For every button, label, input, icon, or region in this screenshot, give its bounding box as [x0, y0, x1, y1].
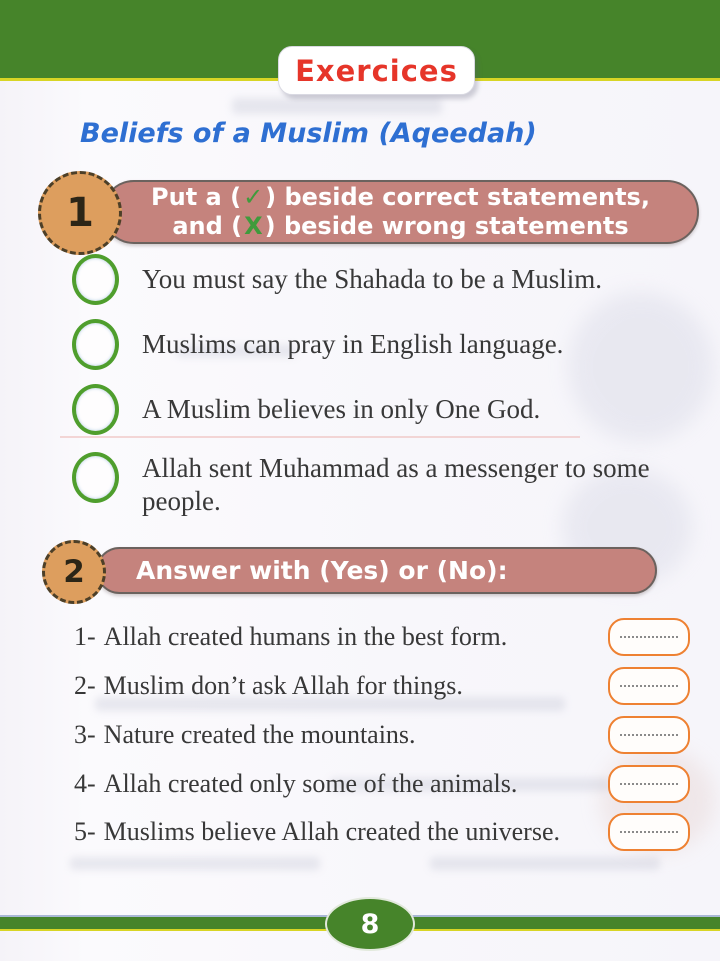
bleed-through-artifact	[430, 857, 660, 870]
dotted-answer-line	[620, 831, 678, 833]
instruction-text: Answer with (Yes) or (No):	[136, 556, 508, 585]
dotted-answer-line	[620, 685, 678, 687]
instruction-text: Put a (	[151, 183, 242, 211]
instruction-text: ) beside wrong statements	[264, 212, 629, 240]
exercise-1-instruction-banner	[102, 180, 699, 244]
statement-row	[72, 254, 602, 305]
instruction-line-2	[172, 212, 628, 241]
instruction-line-1	[151, 183, 650, 212]
statement-row	[72, 319, 563, 370]
question-row	[74, 666, 690, 708]
question-number: 1-	[74, 622, 96, 651]
statement-text: You must say the Shahada to be a Muslim.	[142, 264, 602, 294]
bleed-through-artifact	[60, 436, 580, 438]
statement-row	[72, 384, 540, 435]
question-text: Nature created the mountains.	[103, 720, 416, 749]
question-text: Muslim don’t ask Allah for things.	[103, 671, 463, 700]
dotted-answer-line	[620, 636, 678, 638]
question-row	[74, 764, 690, 806]
question-number: 2-	[74, 671, 96, 700]
exercise-2-number-badge	[42, 540, 106, 604]
statement-text: A Muslim believes in only One God.	[142, 394, 541, 424]
answer-box[interactable]	[608, 618, 690, 656]
page-title: Exercices	[295, 53, 458, 88]
bleed-through-artifact	[70, 857, 320, 870]
instruction-text: and (	[172, 212, 243, 240]
question-number: 5-	[74, 817, 96, 846]
exercise-2-number: 2	[63, 554, 85, 590]
statement-text: Muslims can pray in English language.	[142, 329, 564, 359]
answer-box[interactable]	[608, 716, 690, 754]
question-text: Allah created humans in the best form.	[103, 622, 508, 651]
section-heading: Beliefs of a Muslim (Aqeedah)	[80, 118, 537, 149]
answer-circle[interactable]	[72, 319, 119, 370]
exercise-1-number: 1	[66, 190, 94, 236]
page-number-ellipse	[325, 897, 415, 951]
instruction-text: ) beside correct statements,	[265, 183, 650, 211]
answer-circle[interactable]	[72, 254, 119, 305]
dotted-answer-line	[620, 783, 678, 785]
exercise-1-number-badge	[38, 171, 122, 255]
question-number: 4-	[74, 769, 96, 798]
question-number: 3-	[74, 720, 96, 749]
dotted-answer-line	[620, 734, 678, 736]
question-row	[74, 812, 690, 854]
answer-box[interactable]	[608, 765, 690, 803]
exercise-2-instruction-banner	[96, 547, 657, 594]
answer-box[interactable]	[608, 813, 690, 851]
cross-icon: X	[244, 212, 263, 240]
question-text: Allah created only some of the animals.	[103, 769, 518, 798]
question-row	[74, 715, 690, 757]
question-row	[74, 617, 690, 659]
checkmark-icon: ✓	[243, 183, 264, 211]
answer-circle[interactable]	[72, 452, 119, 503]
statement-row	[72, 452, 667, 518]
page-title-box	[278, 46, 475, 95]
answer-box[interactable]	[608, 667, 690, 705]
question-text: Muslims believe Allah created the universe.	[103, 817, 560, 846]
statement-text: Allah sent Muhammad as a messenger to some people.	[142, 453, 650, 516]
page-number: 8	[360, 908, 380, 940]
bleed-through-artifact	[232, 98, 442, 114]
bleed-through-artifact	[568, 292, 713, 442]
answer-circle[interactable]	[72, 384, 119, 435]
